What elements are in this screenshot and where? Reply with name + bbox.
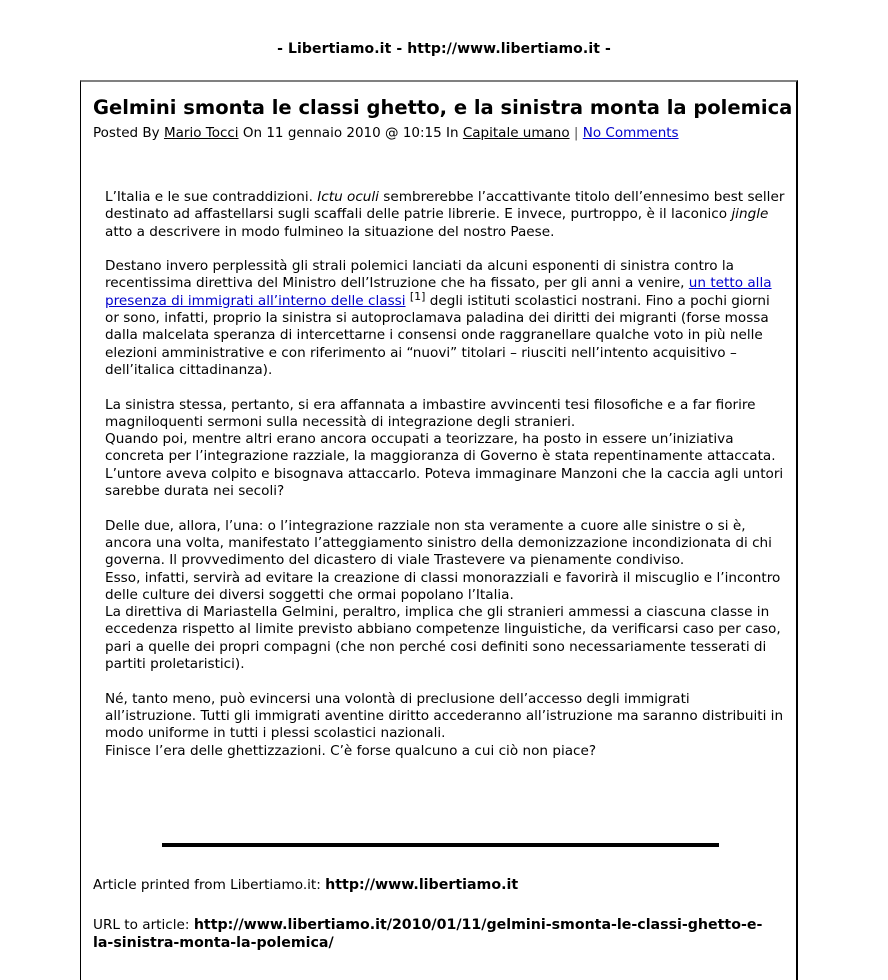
- text: degli istituti scolastici nostrani. Fino a pochi giorni or sono, infatti, proprio la sinistra si autoproclamava paladina dei diritti dei migranti (forse mossa dalla malcelata speranza di intercettarne i consensi onde raggranellare qualche voto in più nelle elezioni amministrative e con riferimento ai “nuovi” titolari – riusciti nell’intento acquisitivo – dell’italica cittadinanza).: [105, 292, 770, 378]
- meta-separator: |: [573, 125, 579, 141]
- paragraph-4: [105, 518, 785, 674]
- in-label: In: [446, 125, 459, 141]
- posted-by-label: Posted By: [93, 125, 160, 141]
- footnote-ref[interactable]: [1]: [409, 289, 426, 303]
- paragraph-2: [105, 258, 785, 379]
- article-meta: [93, 125, 679, 142]
- paragraph-5: [105, 691, 785, 760]
- paragraph-1: [105, 189, 785, 241]
- text: atto a descrivere in modo fulmineo la situazione del nostro Paese.: [105, 223, 555, 240]
- text: L’Italia e le sue contraddizioni.: [105, 189, 318, 205]
- on-label: On: [242, 125, 263, 141]
- article-container: [80, 80, 798, 980]
- printed-from-label: Article printed from Libertiamo.it:: [93, 877, 326, 893]
- comments-link[interactable]: No Comments: [582, 125, 679, 141]
- printed-from-url: http://www.libertiamo.it: [325, 877, 519, 893]
- paragraph-3: [105, 397, 785, 501]
- article-title: Gelmini smonta le classi ghetto, e la sinistra monta la polemica: [93, 96, 793, 119]
- text: Delle due, allora, l’una: o l’integrazione razziale non sta veramente a cuore alle sinistre o si è, ancora una volta, manifestato l’atteggiamento sinistro della demonizzazione incondizionata di chi governa. Il provvedimento del dicastero di viale Trastevere va pienamente condiviso.: [105, 517, 772, 569]
- text: La direttiva di Mariastella Gelmini, peraltro, implica che gli stranieri ammessi a ciascuna classe in eccedenza rispetto al limite previsto abbiano competenze linguistiche, da verificarsi caso per caso, pari a quelle dei propri compagni (che non perché cosi definiti sono necessariamente tesserati di partiti proletaristici).: [105, 604, 781, 673]
- article-url: http://www.libertiamo.it/2010/01/11/gelmini-smonta-le-classi-ghetto-e-la-sinistra-monta-la-polemica/: [93, 917, 763, 951]
- author-link[interactable]: Mario Tocci: [163, 125, 239, 141]
- text: Esso, infatti, servirà ad evitare la creazione di classi monorazziali e favorirà il miscuglio e l’incontro delle culture dei diversi soggetti che ormai popolano l’Italia.: [105, 569, 781, 603]
- emphasis-jingle: jingle: [731, 206, 769, 223]
- site-header: - Libertiamo.it - http://www.libertiamo.it -: [277, 41, 611, 57]
- horizontal-rule: [162, 843, 719, 847]
- text: Quando poi, mentre altri erano ancora occupati a teorizzare, ha posto in essere un’iniziativa concreta per l’integrazione razziale, la maggioranza di Governo è stata repentinamente attaccata. L’untore aveva colpito e bisognava attaccarlo. Poteva immaginare Manzoni che la caccia agli untori sarebbe durata nei secoli?: [105, 431, 784, 500]
- emphasis-ictu-oculi: Ictu oculi: [317, 189, 379, 205]
- text: La sinistra stessa, pertanto, si era affannata a imbastire avvincenti tesi filosofiche e a far fiorire magniloquenti sermoni sulla necessità di integrazione degli stranieri.: [105, 396, 756, 430]
- printed-from-line: [93, 877, 773, 895]
- article-url-line: [93, 917, 773, 952]
- immigrant-cap-link[interactable]: un tetto alla presenza di immigrati all’interno delle classi: [105, 275, 772, 309]
- text: Né, tanto meno, può evincersi una volontà di preclusione dell’accesso degli immigrati all’istruzione. Tutti gli immigrati aventine diritto accederanno all’istruzione ma saranno distribuiti in modo uniforme in tutti i plessi scolastici nazionali.: [105, 690, 784, 742]
- post-date: 11 gennaio 2010 @ 10:15: [266, 125, 442, 141]
- text: Finisce l’era delle ghettizzazioni. C’è forse qualcuno a cui ciò non piace?: [105, 742, 597, 759]
- url-label: URL to article:: [93, 917, 194, 933]
- article-body: [105, 189, 785, 777]
- category-link[interactable]: Capitale umano: [462, 125, 570, 141]
- text: sembrerebbe l’accattivante titolo dell’ennesimo best seller destinato ad affastellarsi sugli scaffali delle patrie librerie. E invece, purtroppo, è il laconico: [105, 189, 785, 223]
- text: Destano invero perplessità gli strali polemici lanciati da alcuni esponenti di sinistra contro la recentissima direttiva del Ministro dell’Istruzione che ha fissato, per gli anni a venire,: [105, 258, 734, 292]
